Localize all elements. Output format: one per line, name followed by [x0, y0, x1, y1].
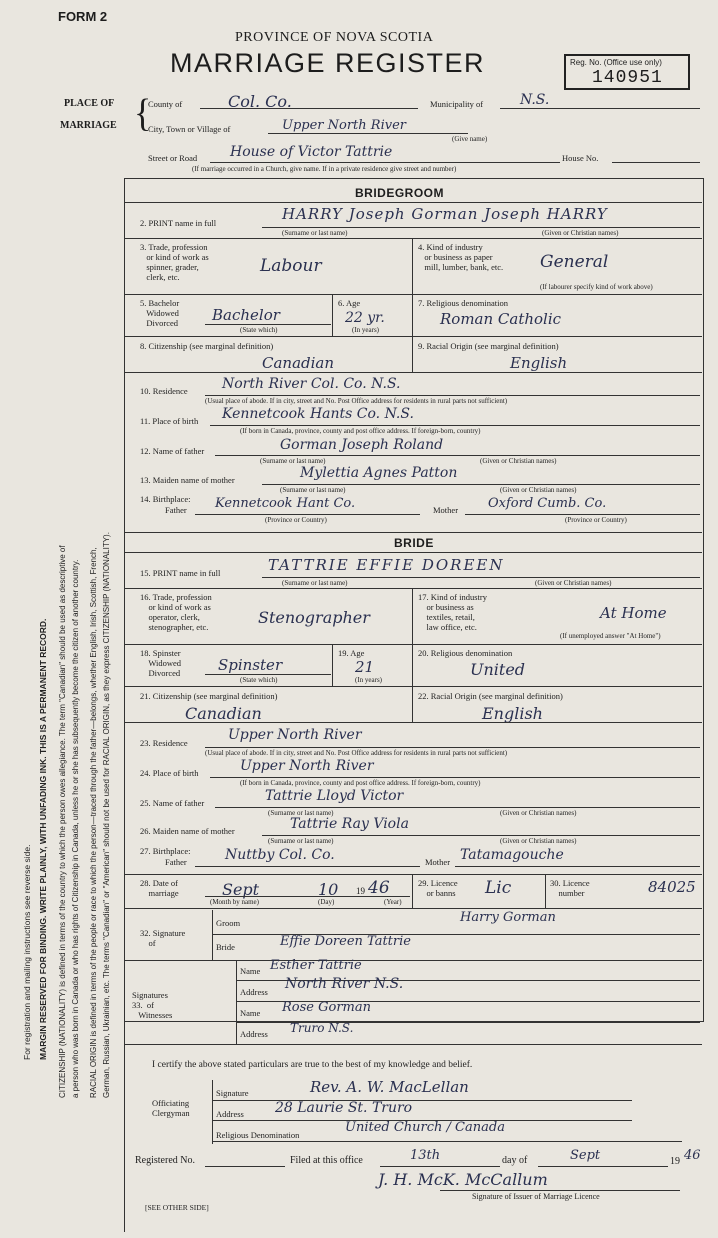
witness2-name-value: Rose Gorman	[282, 1000, 371, 1015]
bride-trade-value: Stenographer	[258, 608, 370, 627]
sig-label: 32. Signature of	[140, 928, 186, 948]
bride-status-label: 18. Spinster Widowed Divorced	[140, 648, 182, 678]
city-value: Upper North River	[282, 118, 406, 133]
groom-age-caption: (In years)	[352, 326, 380, 334]
groom-birthplaces-label: 14. Birthplace:	[140, 494, 191, 504]
bride-residence-label: 23. Residence	[140, 738, 188, 748]
bride-age-value: 21	[355, 658, 375, 676]
bride-religion-label: 20. Religious denomination	[418, 648, 513, 658]
groom-father-value: Gorman Joseph Roland	[280, 437, 444, 453]
licence-number-label: 30. Licence number	[550, 878, 590, 898]
province-title: PROVINCE OF NOVA SCOTIA	[235, 30, 434, 45]
bride-age-label: 19. Age	[338, 648, 365, 658]
brace: {	[134, 91, 152, 135]
groom-birthplace-label: 11. Place of birth	[140, 416, 199, 426]
groom-religion-label: 7. Religious denomination	[418, 298, 508, 308]
registered-label: Registered No.	[135, 1155, 195, 1166]
groom-name-value: HARRY Joseph Gorman Joseph HARRY	[282, 205, 608, 223]
clergy-religion-value: United Church / Canada	[345, 1120, 505, 1135]
witness1-address-label: Address	[240, 987, 268, 997]
margin-binding: MARGIN RESERVED FOR BINDING. WRITE PLAINLY, WITH UNFADING INK. THIS IS A PERMANENT RECORD.	[38, 618, 48, 1060]
reg-number-value: 140951	[592, 68, 663, 88]
witness2-address-label: Address	[240, 1029, 268, 1039]
groom-origin-label: 9. Racial Origin (see marginal definition)	[418, 341, 559, 351]
groom-industry-label: 4. Kind of industry or business as paper mill, lumber, bank, etc.	[418, 242, 504, 272]
bride-surname-caption: (Surname or last name)	[282, 579, 348, 587]
date-day-caption: (Day)	[318, 898, 335, 906]
groom-religion-value: Roman Catholic	[440, 310, 562, 328]
filed-day-value: 13th	[410, 1148, 441, 1163]
groom-father-given-caption: (Given or Christian names)	[480, 457, 557, 465]
groom-residence-value: North River Col. Co. N.S.	[222, 376, 401, 392]
groom-mother-label: 13. Maiden name of mother	[140, 475, 235, 485]
street-label: Street or Road	[148, 153, 198, 163]
groom-status-label: 5. Bachelor Widowed Divorced	[140, 298, 180, 328]
place-of-label: PLACE OF	[64, 98, 115, 109]
filed-label: Filed at this office	[290, 1155, 363, 1166]
bride-citizenship-label: 21. Citizenship (see marginal definition)	[140, 691, 278, 701]
witness1-name-label: Name	[240, 966, 261, 976]
bride-bp-father-value: Nuttby Col. Co.	[225, 847, 335, 863]
groom-bp-father-label: Father	[165, 505, 187, 515]
clergy-religion-label: Religious Denomination	[216, 1130, 300, 1140]
bride-residence-caption: (Usual place of abode. If in city, street and No. Post Office address for residents in rural parts not sufficient)	[205, 749, 508, 757]
groom-bp-father-caption: (Province or Country)	[265, 516, 327, 524]
bride-heading: BRIDE	[394, 536, 434, 550]
reg-number-box	[564, 54, 690, 90]
date-year-caption: (Year)	[384, 898, 402, 906]
groom-birthplace-value: Kennetcook Hants Co. N.S.	[222, 406, 414, 422]
bride-father-label: 25. Name of father	[140, 798, 205, 808]
bride-father-surname-caption: (Surname or last name)	[268, 809, 334, 817]
groom-residence-caption: (Usual place of abode. If in city, street and No. Post Office address for residents in rural parts not sufficient)	[205, 397, 508, 405]
groom-citizenship-value: Canadian	[262, 354, 335, 372]
bride-birthplace-caption: (If born in Canada, province, county and post office address. If foreign-born, country)	[240, 779, 481, 787]
clergy-sig-label: Signature	[216, 1088, 249, 1098]
groom-father-label: 12. Name of father	[140, 446, 205, 456]
licence-value: Lic	[485, 878, 512, 898]
bride-name-value: TATTRIE EFFIE DOREEN	[268, 556, 505, 574]
bride-birthplace-label: 24. Place of birth	[140, 768, 199, 778]
city-label: City, Town or Village of	[148, 124, 231, 134]
bride-mother-surname-caption: (Surname or last name)	[268, 837, 334, 845]
page-title: MARRIAGE REGISTER	[170, 48, 486, 78]
licence-number-value: 84025	[648, 878, 696, 896]
bride-citizenship-value: Canadian	[185, 704, 262, 723]
groom-bp-father-value: Kennetcook Hant Co.	[215, 496, 356, 511]
issuer-caption: Signature of Issuer of Marriage Licence	[472, 1192, 600, 1201]
filed-year-value: 46	[684, 1148, 701, 1163]
bride-origin-label: 22. Racial Origin (see marginal definition)	[418, 691, 563, 701]
sig-bride-label: Bride	[216, 942, 235, 952]
groom-trade-value: Labour	[260, 256, 322, 276]
groom-residence-label: 10. Residence	[140, 386, 188, 396]
date-label: 28. Date of marriage	[140, 878, 179, 898]
see-other-side: [SEE OTHER SIDE]	[145, 1203, 209, 1212]
bride-industry-caption: (If unemployed answer "At Home")	[560, 632, 661, 640]
margin-racial-1: RACIAL ORIGIN is defined in terms of the people or race to which the person—traced through the father—belongs, whether English, Irish, Scottish, French,	[89, 547, 98, 1098]
margin-racial-2: German, Russian, Ukrainian, etc. The terms "Canadian" or "American" should not be used for RACIAL ORIGIN, as they express CITIZENSHIP (NATIONALITY).	[102, 532, 111, 1098]
bride-bp-mother-value: Tatamagouche	[460, 847, 564, 863]
bride-bp-mother-label: Mother	[425, 857, 451, 867]
groom-status-value: Bachelor	[212, 306, 280, 324]
bride-bp-father-label: Father	[165, 857, 187, 867]
filed-year-prefix: 19	[670, 1156, 680, 1167]
groom-industry-caption: (If labourer specify kind of work above)	[540, 283, 653, 291]
street-value: House of Victor Tattrie	[230, 144, 393, 160]
licence-label: 29. Licence or banns	[418, 878, 458, 898]
witness1-address-value: North River N.S.	[285, 976, 404, 992]
bride-given-caption: (Given or Christian names)	[535, 579, 612, 587]
groom-surname-caption: (Surname or last name)	[282, 229, 348, 237]
bride-birthplaces-label: 27. Birthplace:	[140, 846, 191, 856]
groom-bp-mother-value: Oxford Cumb. Co.	[488, 496, 607, 511]
groom-status-caption: (State which)	[240, 326, 278, 334]
date-day-value: 10	[318, 880, 339, 899]
groom-age-label: 6. Age	[338, 298, 361, 308]
sig-bride-value: Effie Doreen Tattrie	[280, 934, 411, 949]
date-month-value: Sept	[222, 880, 260, 899]
bride-religion-value: United	[470, 660, 526, 679]
bride-origin-value: English	[482, 704, 543, 723]
municipality-value: N.S.	[520, 92, 550, 108]
filed-month-value: Sept	[570, 1148, 601, 1163]
clergy-sig-value: Rev. A. W. MacLellan	[310, 1078, 469, 1096]
bride-birthplace-value: Upper North River	[240, 758, 374, 774]
issuer-signature: J. H. McK. McCallum	[378, 1170, 548, 1189]
date-year-value: 46	[368, 878, 390, 898]
groom-mother-surname-caption: (Surname or last name)	[280, 486, 346, 494]
sig-groom-value: Harry Gorman	[460, 910, 556, 925]
bride-mother-value: Tattrie Ray Viola	[290, 816, 409, 832]
groom-bp-mother-caption: (Province or Country)	[565, 516, 627, 524]
clergy-address-label: Address	[216, 1109, 244, 1119]
groom-citizenship-label: 8. Citizenship (see marginal definition)	[140, 341, 274, 351]
bridegroom-heading: BRIDEGROOM	[355, 186, 444, 200]
give-name-caption: (Give name)	[452, 135, 488, 143]
house-no-label: House No.	[562, 153, 599, 163]
clergy-address-value: 28 Laurie St. Truro	[275, 1100, 413, 1116]
groom-name-label: 2. PRINT name in full	[140, 218, 217, 228]
bride-name-label: 15. PRINT name in full	[140, 568, 221, 578]
groom-birthplace-caption: (If born in Canada, province, county and post office address. If foreign-born, country)	[240, 427, 481, 435]
clergy-label: Officiating Clergyman	[152, 1098, 190, 1118]
margin-citizenship-1: CITIZENSHIP (NATIONALITY) is defined in terms of the country to which the person owes allegiance. The term "Canadian" should be used as descriptive of	[58, 545, 67, 1098]
witness1-name-value: Esther Tattrie	[270, 958, 362, 973]
sig-groom-label: Groom	[216, 918, 241, 928]
groom-given-caption: (Given or Christian names)	[542, 229, 619, 237]
certify-text: I certify the above stated particulars are true to the best of my knowledge and belief.	[152, 1060, 473, 1070]
bride-industry-label: 17. Kind of industry or business as textiles, retail, law office, etc.	[418, 592, 487, 632]
form-number: FORM 2	[58, 9, 108, 24]
margin-instructions: For registration and mailing instructions see reverse side.	[22, 844, 32, 1060]
date-month-caption: (Month by name)	[210, 898, 259, 906]
bride-mother-label: 26. Maiden name of mother	[140, 826, 235, 836]
groom-mother-value: Mylettia Agnes Patton	[300, 465, 458, 481]
bride-age-caption: (In years)	[355, 676, 383, 684]
groom-father-surname-caption: (Surname or last name)	[260, 457, 326, 465]
margin-citizenship-2: a person who was born in Canada or who has rights of Citizenship in Canada, unless he or she has subsequently become the citizen of another country.	[71, 559, 80, 1098]
groom-age-value: 22 yr.	[345, 310, 385, 326]
bride-industry-value: At Home	[600, 604, 667, 622]
marriage-label: MARRIAGE	[60, 120, 117, 131]
groom-trade-label: 3. Trade, profession or kind of work as spinner, grader, clerk, etc.	[140, 242, 209, 282]
county-value: Col. Co.	[228, 92, 292, 111]
groom-industry-value: General	[540, 252, 609, 272]
witness-label: Signatures 33. of Witnesses	[132, 990, 173, 1020]
groom-origin-value: English	[510, 354, 568, 372]
municipality-label: Municipality of	[430, 99, 484, 109]
groom-bp-mother-label: Mother	[433, 505, 459, 515]
bride-status-value: Spinster	[218, 656, 283, 674]
place-note: (If marriage occurred in a Church, give name. If in a private residence give street and number)	[192, 165, 457, 173]
witness2-address-value: Truro N.S.	[290, 1021, 354, 1035]
day-of-label: day of	[502, 1155, 528, 1166]
bride-mother-given-caption: (Given or Christian names)	[500, 837, 577, 845]
groom-mother-given-caption: (Given or Christian names)	[500, 486, 577, 494]
bride-status-caption: (State which)	[240, 676, 278, 684]
date-year-prefix: 19	[356, 886, 365, 896]
witness2-name-label: Name	[240, 1008, 261, 1018]
bride-trade-label: 16. Trade, profession or kind of work as operator, clerk, stenographer, etc.	[140, 592, 212, 632]
reg-number-label: Reg. No. (Office use only)	[570, 58, 662, 67]
bride-residence-value: Upper North River	[228, 727, 362, 743]
bride-father-given-caption: (Given or Christian names)	[500, 809, 577, 817]
county-label: County of	[148, 99, 183, 109]
bride-father-value: Tattrie Lloyd Victor	[265, 788, 404, 804]
